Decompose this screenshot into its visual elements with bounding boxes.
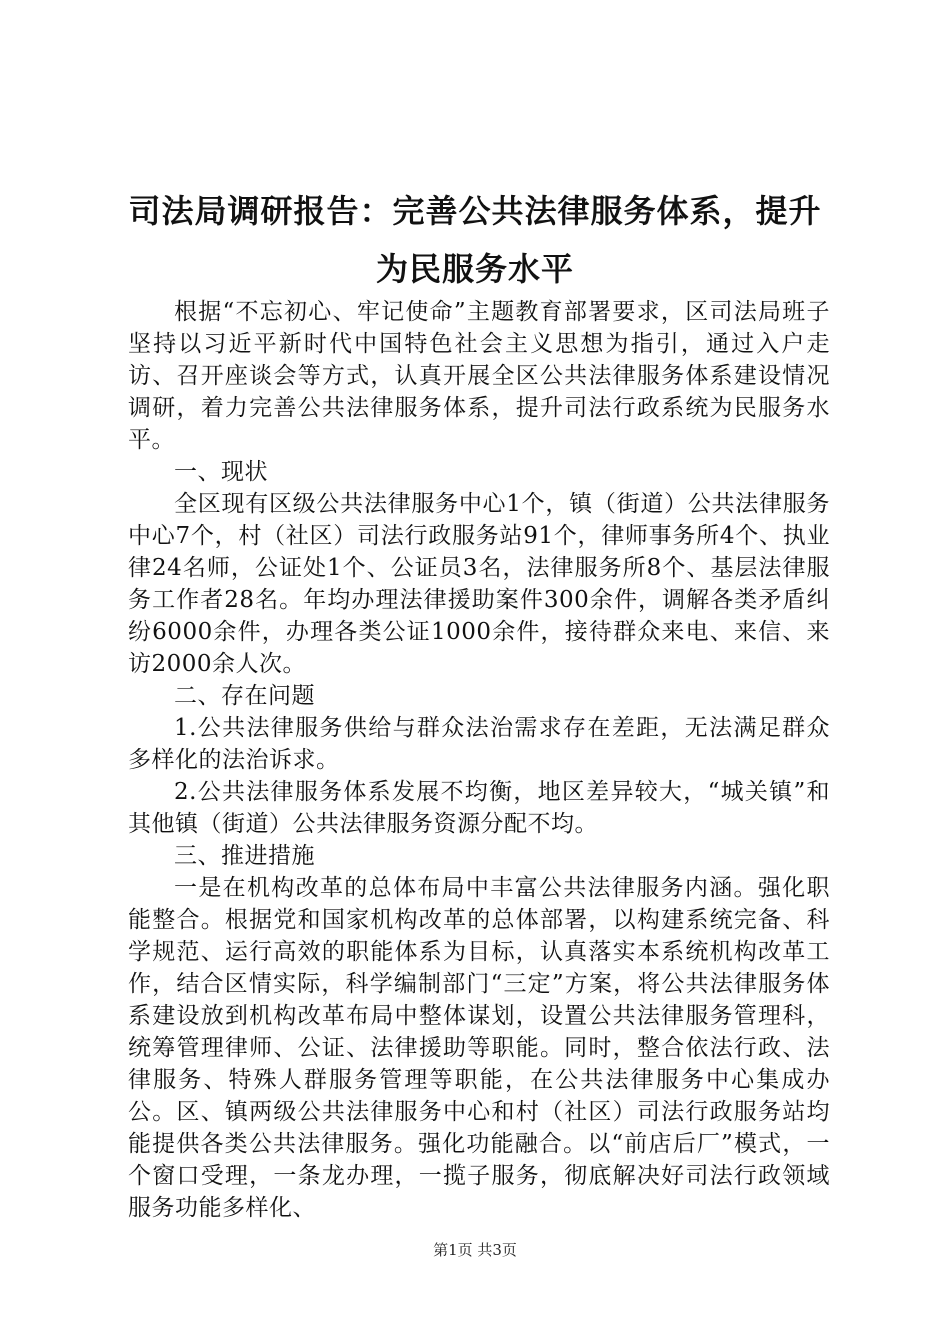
section-heading-status: 一、现状 bbox=[174, 459, 268, 485]
intro-paragraph: 根据“不忘初心、牢记使命”主题教育部署要求，区司法局班子坚持以习近平新时代中国特色社会主义思想为指引，通过入户走访、召开座谈会等方式，认真开展全区公共法律服务体系建设情况调研，着力完善公共法律服务体系，提升司法行政系统为民服务水平。 bbox=[128, 299, 830, 453]
problem-item-1: 1.公共法律服务供给与群众法治需求存在差距，无法满足群众多样化的法治诉求。 bbox=[128, 715, 830, 773]
document-title: 司法局调研报告：完善公共法律服务体系，提升为民服务水平 bbox=[128, 192, 822, 288]
problem-item-2: 2.公共法律服务体系发展不均衡，地区差异较大，“城关镇”和其他镇（街道）公共法律服务资源分配不均。 bbox=[128, 779, 830, 837]
status-paragraph: 全区现有区级公共法律服务中心1个，镇（街道）公共法律服务中心7个，村（社区）司法行政服务站91个，律师事务所4个、执业律24名师，公证处1个、公证员3名，法律服务所8个、基层法律服务工作者28名。年均办理法律援助案件300余件，调解各类矛盾纠纷6000余件，办理各类公证1000余件，接待群众来电、来信、来访2000余人次。 bbox=[128, 491, 830, 677]
document-body bbox=[128, 296, 830, 1224]
section-heading-measures: 三、推进措施 bbox=[174, 843, 315, 869]
measures-paragraph: 一是在机构改革的总体布局中丰富公共法律服务内涵。强化职能整合。根据党和国家机构改革的总体部署，以构建系统完备、科学规范、运行高效的职能体系为目标，认真落实本系统机构改革工作，结合区情实际，科学编制部门“三定”方案，将公共法律服务体系建设放到机构改革布局中整体谋划，设置公共法律服务管理科，统筹管理律师、公证、法律援助等职能。同时，整合依法行政、法律服务、特殊人群服务管理等职能，在公共法律服务中心集成办公。区、镇两级公共法律服务中心和村（社区）司法行政服务站均能提供各类公共法律服务。强化功能融合。以“前店后厂”模式，一个窗口受理，一条龙办理，一揽子服务，彻底解决好司法行政领域服务功能多样化、 bbox=[128, 875, 830, 1221]
section-heading-problems: 二、存在问题 bbox=[174, 683, 315, 709]
page-footer: 第1页 共3页 bbox=[433, 1241, 517, 1259]
